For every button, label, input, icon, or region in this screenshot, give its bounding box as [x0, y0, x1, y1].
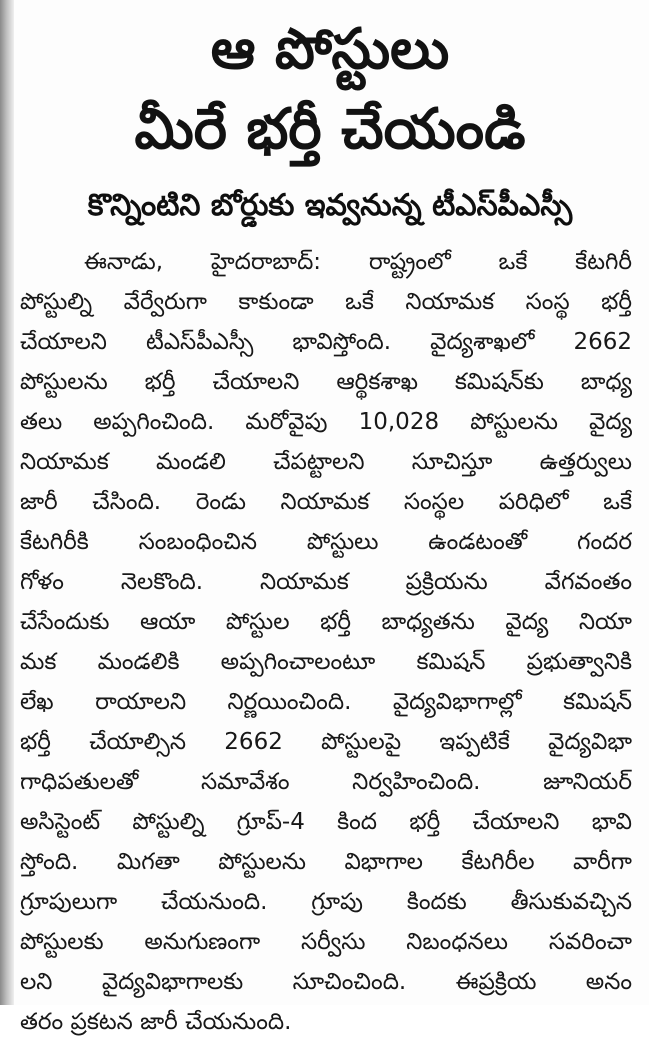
headline-line-1: ఆ పోస్టులు	[210, 16, 450, 82]
article-line: గాధిపతులతో సమావేశం నిర్వహించింది. జూనియర్	[20, 769, 632, 795]
page-fold-shadow	[0, 0, 14, 1005]
article-line: అసిస్టెంట్ పోస్టుల్ని గ్రూప్-4 కింద భర్తీ చేయాలని భావి	[20, 809, 632, 835]
article-line: చేసేందుకు ఆయా పోస్టుల భర్తీ బాధ్యతను వైద్య నియా	[20, 609, 632, 635]
article-line: భర్తీ చేయాల్సిన 2662 పోస్టులపై ఇప్పటికే వైద్యవిభా	[20, 729, 632, 755]
article-line: జారీ చేసింది. రెండు నియామక సంస్థల పరిధిలో ఒకే	[20, 489, 632, 515]
article-line: పోస్టులకు అనుగుణంగా సర్వీసు నిబంధనలు సవరించా	[20, 929, 632, 955]
article-line: లేఖ రాయాలని నిర్ణయించింది. వైద్యవిభాగాల్లో కమిషన్	[20, 689, 632, 715]
article-line: స్తోంది. మిగతా పోస్టులను విభాగాల కేటగిరీల వారీగా	[20, 849, 632, 875]
article-line: తరం ప్రకటన జారీ చేయనుంది.	[20, 1009, 292, 1035]
article-line: చేయాలని టీఎస్‌పీఎస్సీ భావిస్తోంది. వైద్యశాఖలో 2662	[20, 329, 632, 355]
article-body	[20, 242, 632, 1042]
article-line: ఈనాడు, హైదరాబాద్: రాష్ట్రంలో ఒకే కేటగిరీ	[84, 249, 632, 275]
article-line: లని వైద్యవిభాగాలకు సూచించింది. ఈప్రక్రియ అనం	[20, 969, 632, 995]
article-line: పోస్టులను భర్తీ చేయాలని ఆర్థికశాఖ కమిషన్‌కు బాధ్య	[20, 369, 632, 395]
headline-line-2: మీరే భర్తీ చేయండి	[134, 96, 526, 162]
article-line: తలు అప్పగించింది. మరోవైపు 10,028 పోస్టులను వైద్య	[20, 409, 632, 435]
article-line: పోస్టుల్ని వేర్వేరుగా కాకుండా ఒకే నియామక సంస్థ భర్తీ	[20, 289, 632, 315]
article-line: నియామక మండలి చేపట్టాలని సూచిస్తూ ఉత్తర్వులు	[20, 449, 632, 475]
article-line: కేటగిరీకి సంబంధించిన పోస్టులు ఉండటంతో గందర	[20, 529, 632, 555]
article-line: గ్రూపులుగా చేయనుంది. గ్రూపు కిందకు తీసుకువచ్చిన	[20, 889, 632, 915]
article-line: మక మండలికి అప్పగించాలంటూ కమిషన్ ప్రభుత్వానికి	[20, 649, 632, 675]
article-line: గోళం నెలకొంది. నియామక ప్రక్రియను వేగవంతం	[20, 569, 632, 595]
cut-off-previous-text	[215, 0, 285, 8]
subheadline: కొన్నింటిని బోర్డుకు ఇవ్వనున్న టీఎస్‌పీఎస్సీ	[87, 188, 573, 223]
